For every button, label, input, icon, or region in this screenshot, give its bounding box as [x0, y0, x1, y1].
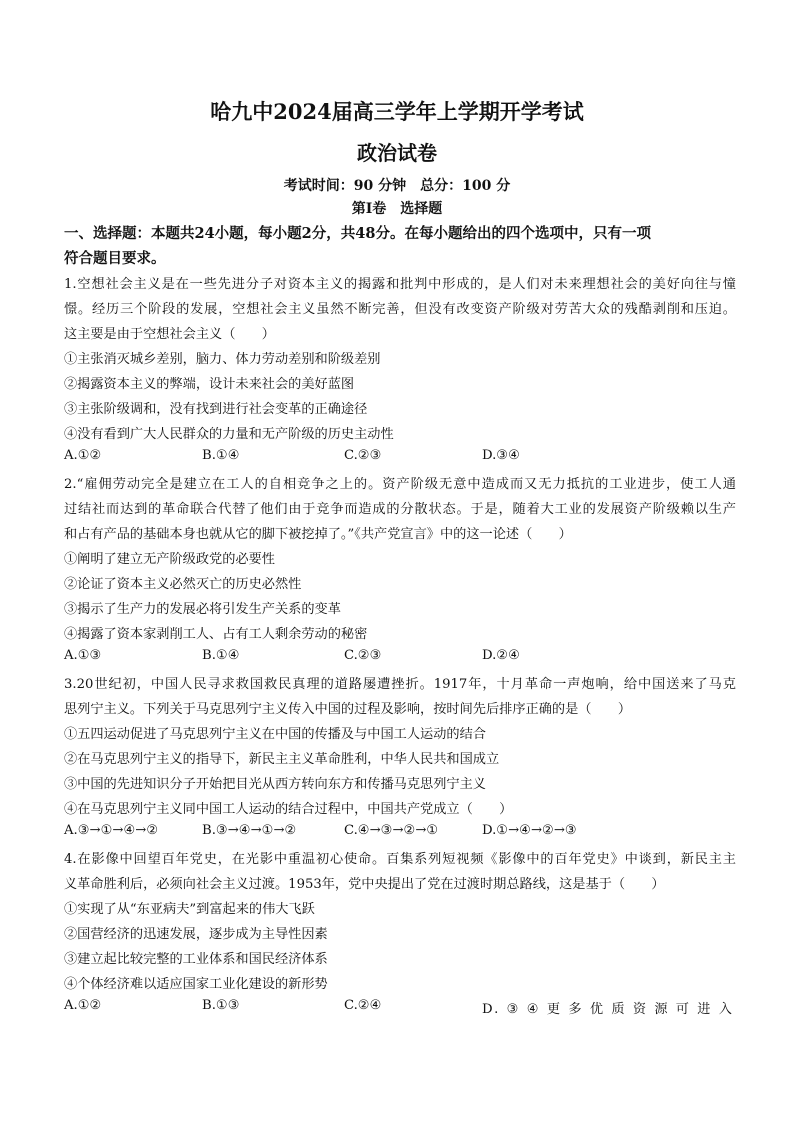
question-4-item-2: ②国营经济的迅速发展，逐步成为主导性因素	[64, 927, 328, 942]
question-1-item-2: ②揭露资本主义的弊端，设计未来社会的美好蓝图	[64, 377, 355, 392]
question-3-item-1: ①五四运动促进了马克思列宁主义在中国的传播及与中国工人运动的结合	[64, 727, 486, 742]
question-4-options	[64, 998, 744, 1018]
question-1-stem-line-1: 1.空想社会主义是在一些先进分子对资本主义的揭露和批判中形成的，是人们对未来理想社会的美好向往与憧	[64, 277, 736, 292]
question-2-item-3: ③揭示了生产力的发展必将引发生产关系的变革	[64, 602, 341, 617]
question-2-option-a: A.①③	[64, 648, 102, 663]
question-2-option-b: B.①④	[202, 648, 240, 663]
question-4-stem-line-2: 义革命胜利后，必须向社会主义过渡。1953年，党中央提出了党在过渡时期总路线，这是基于（ ）	[64, 877, 665, 892]
question-4-stem-line-1: 4.在影像中回望百年党史，在光影中重温初心使命。百集系列短视频《影像中的百年党史》中谈到，新民主主	[64, 852, 736, 867]
section-heading: 第Ⅰ卷 选择题	[351, 201, 443, 217]
question-1-stem-line-2: 憬。经历三个阶段的发展，空想社会主义虽然不断完善，但没有改变资产阶级对劳苦大众的残酷剥削和压迫。	[64, 302, 736, 317]
question-3-item-3: ③中国的先进知识分子开始把目光从西方转向东方和传播马克思列宁主义	[64, 777, 486, 792]
question-2-option-d: D.②④	[482, 648, 520, 663]
question-4-option-b: B.①③	[202, 998, 240, 1013]
question-4-item-1: ①实现了从“东亚病夫”到富起来的伟大飞跃	[64, 902, 315, 917]
question-2-stem-line-1: 2.“雇佣劳动完全是建立在工人的自相竞争之上的。资产阶级无意中造成而又无力抵抗的工业进步，使工人通	[64, 477, 736, 492]
question-3-item-2: ②在马克思列宁主义的指导下，新民主主义革命胜利，中华人民共和国成立	[64, 752, 500, 767]
question-1-option-a: A.①②	[64, 448, 102, 463]
question-3-option-d: D.①→④→②→③	[482, 823, 577, 838]
question-4-option-d: D.③④更多优质资源可进入	[482, 1002, 734, 1017]
question-1-item-3: ③主张阶级调和，没有找到进行社会变革的正确途径	[64, 402, 368, 417]
question-3-stem-line-2: 思列宁主义。下列关于马克思列宁主义传入中国的过程及影响，按时间先后排序正确的是（ ）	[64, 702, 632, 717]
exam-subtitle: 政治试卷	[357, 141, 437, 165]
question-1-option-b: B.①④	[202, 448, 240, 463]
question-1-option-d: D.③④	[482, 448, 520, 463]
question-1-item-4: ④没有看到广大人民群众的力量和无产阶级的历史主动性	[64, 427, 394, 442]
question-4-option-a: A.①②	[64, 998, 102, 1013]
question-3-options	[64, 823, 744, 843]
question-2-option-c: C.②③	[344, 648, 382, 663]
question-4-item-3: ③建立起比较完整的工业体系和国民经济体系	[64, 952, 328, 967]
question-2-stem-line-2: 过结社而达到的革命联合代替了他们由于竞争而造成的分散状态。于是，随着大工业的发展资产阶级赖以生产	[64, 502, 736, 517]
question-1-stem-line-3: 这主要是由于空想社会主义（ ）	[64, 327, 275, 342]
instructions-line-2: 符合题目要求。	[64, 250, 166, 267]
question-3-item-4: ④在马克思列宁主义同中国工人运动的结合过程中，中国共产党成立（ ）	[64, 802, 513, 817]
instructions-line-1: 一、选择题：本题共24小题，每小题2分，共48分。在每小题给出的四个选项中，只有一项	[64, 225, 651, 242]
question-2-item-4: ④揭露了资本家剥削工人、占有工人剩余劳动的秘密	[64, 627, 368, 642]
question-1-item-1: ①主张消灭城乡差别，脑力、体力劳动差别和阶级差别	[64, 352, 381, 367]
question-2-item-1: ①阐明了建立无产阶级政党的必要性	[64, 552, 275, 567]
question-3-option-c: C.④→③→②→①	[344, 823, 439, 838]
question-2-options	[64, 648, 744, 668]
exam-info: 考试时间：90 分钟 总分：100 分	[283, 178, 511, 194]
question-1-option-c: C.②③	[344, 448, 382, 463]
question-4-item-4: ④个体经济难以适应国家工业化建设的新形势	[64, 977, 328, 992]
question-3-option-a: A.③→①→④→②	[64, 823, 159, 838]
exam-title: 哈九中2024届高三学年上学期开学考试	[210, 99, 584, 124]
question-1-options	[64, 448, 744, 468]
question-2-stem-line-3: 和占有产品的基础本身也就从它的脚下被挖掉了。”《共产党宣言》中的这一论述（ ）	[64, 527, 572, 542]
question-4-option-c: C.②④	[344, 998, 382, 1013]
question-2-item-2: ②论证了资本主义必然灭亡的历史必然性	[64, 577, 302, 592]
question-3-option-b: B.③→④→①→②	[202, 823, 297, 838]
question-3-stem-line-1: 3.20世纪初，中国人民寻求救国救民真理的道路屡遭挫折。1917年，十月革命一声炮响，给中国送来了马克	[64, 677, 736, 692]
